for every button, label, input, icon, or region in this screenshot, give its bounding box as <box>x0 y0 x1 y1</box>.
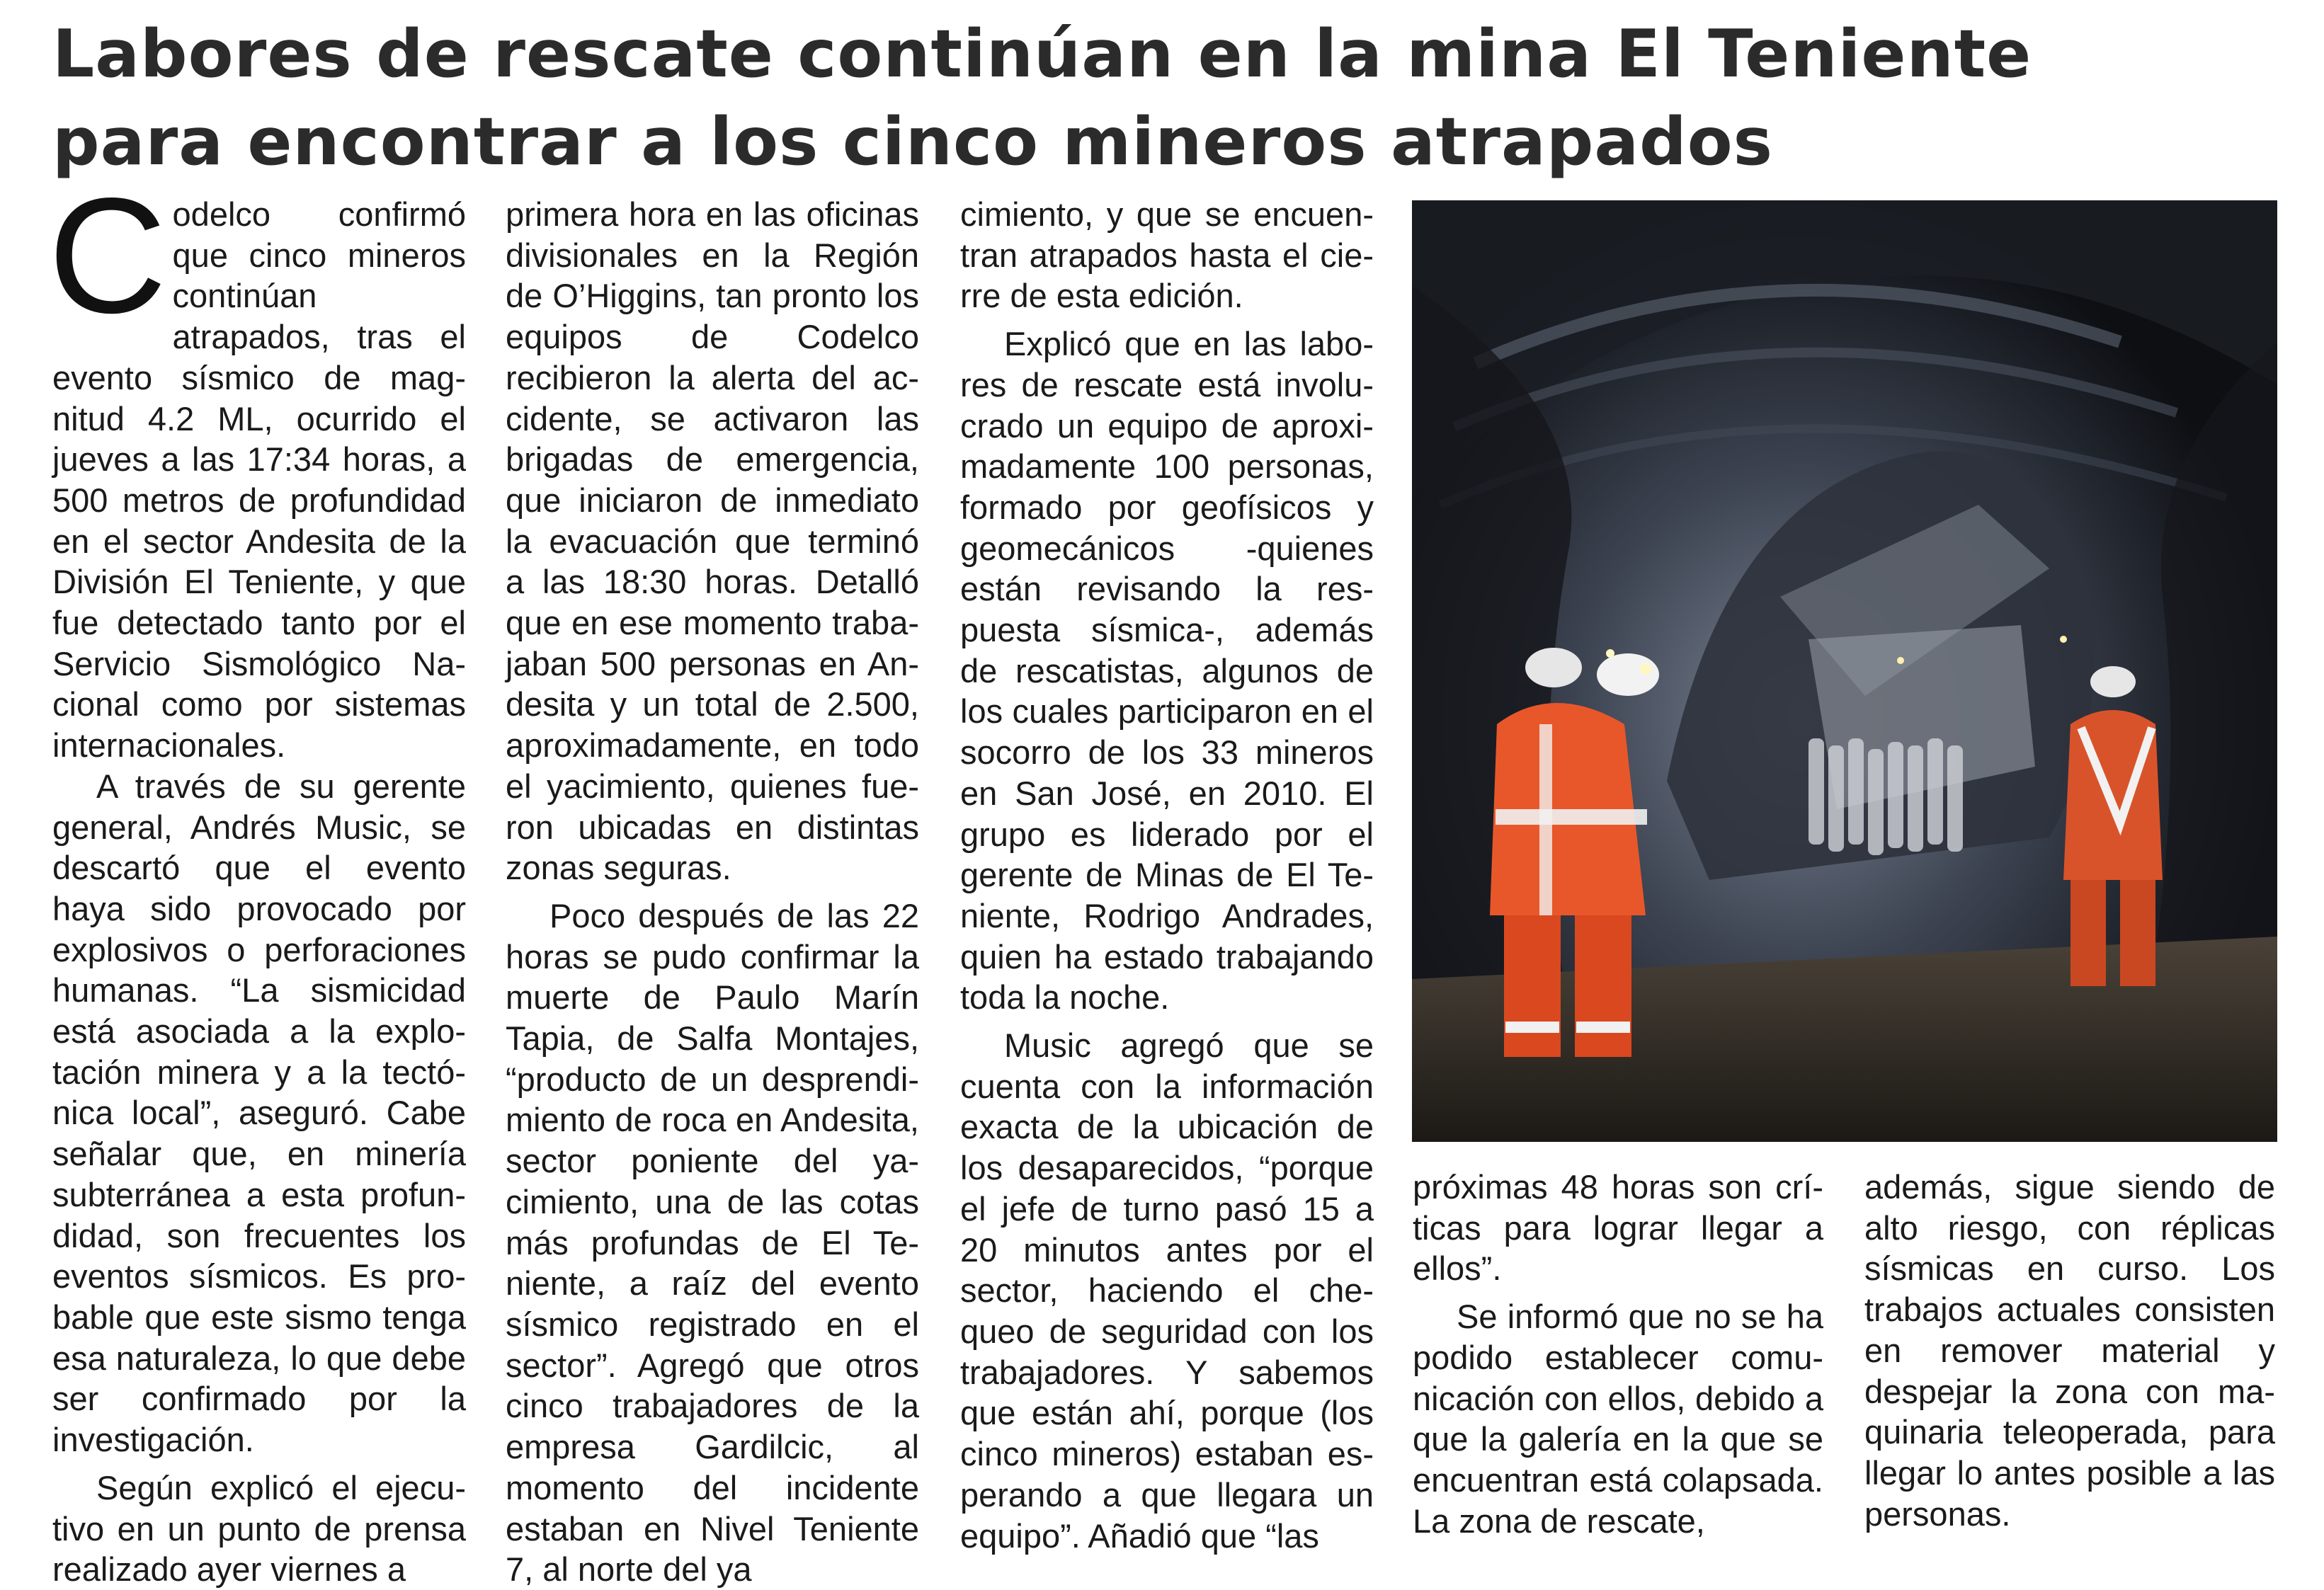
article-paragraph: además, sigue siendo de alto riesgo, con réplicas sísmicas en curso. Los trabajos actuales consisten en remover material y despejar la zona con maquinaria teleoperada, para llegar lo antes posible a las personas. <box>1864 1168 2275 1533</box>
article-column-2 <box>506 194 919 1590</box>
headline <box>52 10 2262 185</box>
article-paragraph: Explicó que en las labores de rescate está involucrado un equipo de aproximadamente 100 personas, formado por geofísicos y geomecánicos -quienes están revisando la respuesta sísmica-, además de rescatistas, algunos de los cuales participaron en el socorro de los 33 mineros en San José, en 2010. El grupo es liderado por el gerente de Minas de El Teniente, Rodrigo Andrades, quien ha estado trabajando toda la noche. <box>960 325 1374 1017</box>
rescuer-middle <box>1597 653 1659 696</box>
rescue-photo <box>1412 200 2277 1142</box>
article-paragraph: primera hora en las oficinas divisionales en la Región de O’Higgins, tan pronto los equipos de Codelco recibieron la alerta del accidente, se activaron las brigadas de emergencia, que iniciaron de inmediato la evacuación que terminó a las 18:30 horas. Detalló que en ese momento trabajaban 500 personas en Andesita y un total de 2.500, aproximadamente, en todo el yacimiento, quienes fueron ubicadas en distintas zonas seguras. <box>506 195 919 887</box>
article-paragraph: cimiento, y que se encuentran atrapados hasta el cierre de esta edición. <box>960 195 1374 315</box>
article-paragraph: Se informó que no se ha podido establecer comunicación con ellos, debido a que la galería en la que se encuentran está colapsada. La zona de rescate, <box>1413 1298 1823 1540</box>
article-column-4 <box>1413 1167 1823 1541</box>
article-paragraph: Music agregó que se cuenta con la información exacta de la ubicación de los desaparecidos, “porque el jefe de turno pasó 15 a 20 minutos antes por el sector, haciendo el chequeo de seguridad con los trabajadores. Y sabemos que están ahí, porque (los cinco mineros) estaban esperando a que llegara un equipo”. Añadió que “las <box>960 1026 1374 1555</box>
article-paragraph: próximas 48 horas son críticas para lograr llegar a ellos”. <box>1413 1168 1823 1288</box>
article-column-1 <box>48 164 466 1590</box>
mine-tunnel-illustration <box>1412 200 2277 1142</box>
article-column-3 <box>960 194 1374 1556</box>
article-text: odelco confirmó que cinco mineros continúan atrapados, tras el evento sísmico de magnitud 4.2 ML, ocurrido el jueves a las 17:34 horas, a 500 metros de profundidad en el sector Andesita de la División El Teniente, y que fue detectado tanto por el Servicio Sismológico Nacional como por sistemas internacionales. <box>52 195 466 765</box>
article-paragraph: A través de su gerente general, Andrés Music, se descartó que el evento haya sido provocado por explosivos o perforaciones humanas. “La sismicidad está asociada a la explotación minera y a la tectónica local”, aseguró. Cabe señalar que, en minería subterránea a esta profundidad, son frecuentes los eventos sísmicos. Es probable que este sismo tenga esa naturaleza, lo que debe ser confirmado por la investigación. <box>52 767 466 1459</box>
headline-line-2: para encontrar a los cinco mineros atrapados <box>52 103 1773 180</box>
article-paragraph: Según explicó el ejecutivo en un punto de prensa realizado ayer viernes a <box>52 1468 466 1589</box>
article-paragraph <box>48 164 466 766</box>
article-column-5 <box>1864 1167 2275 1534</box>
drop-cap: C <box>48 164 167 348</box>
headline-line-1: Labores de rescate continúan en la mina El Teniente <box>52 16 2032 92</box>
article-paragraph: Poco después de las 22 horas se pudo confirmar la muerte de Paulo Marín Tapia, de Salfa Montajes, “producto de un desprendimiento de roca en Andesita, sector poniente del yacimiento, una de las cotas más profundas de El Teniente, a raíz del evento sísmico registrado en el sector”. Agregó que otros cinco trabajadores de la empresa Gardilcic, al momento del incidente estaban en Nivel Teniente 7, al norte del ya <box>506 896 919 1589</box>
